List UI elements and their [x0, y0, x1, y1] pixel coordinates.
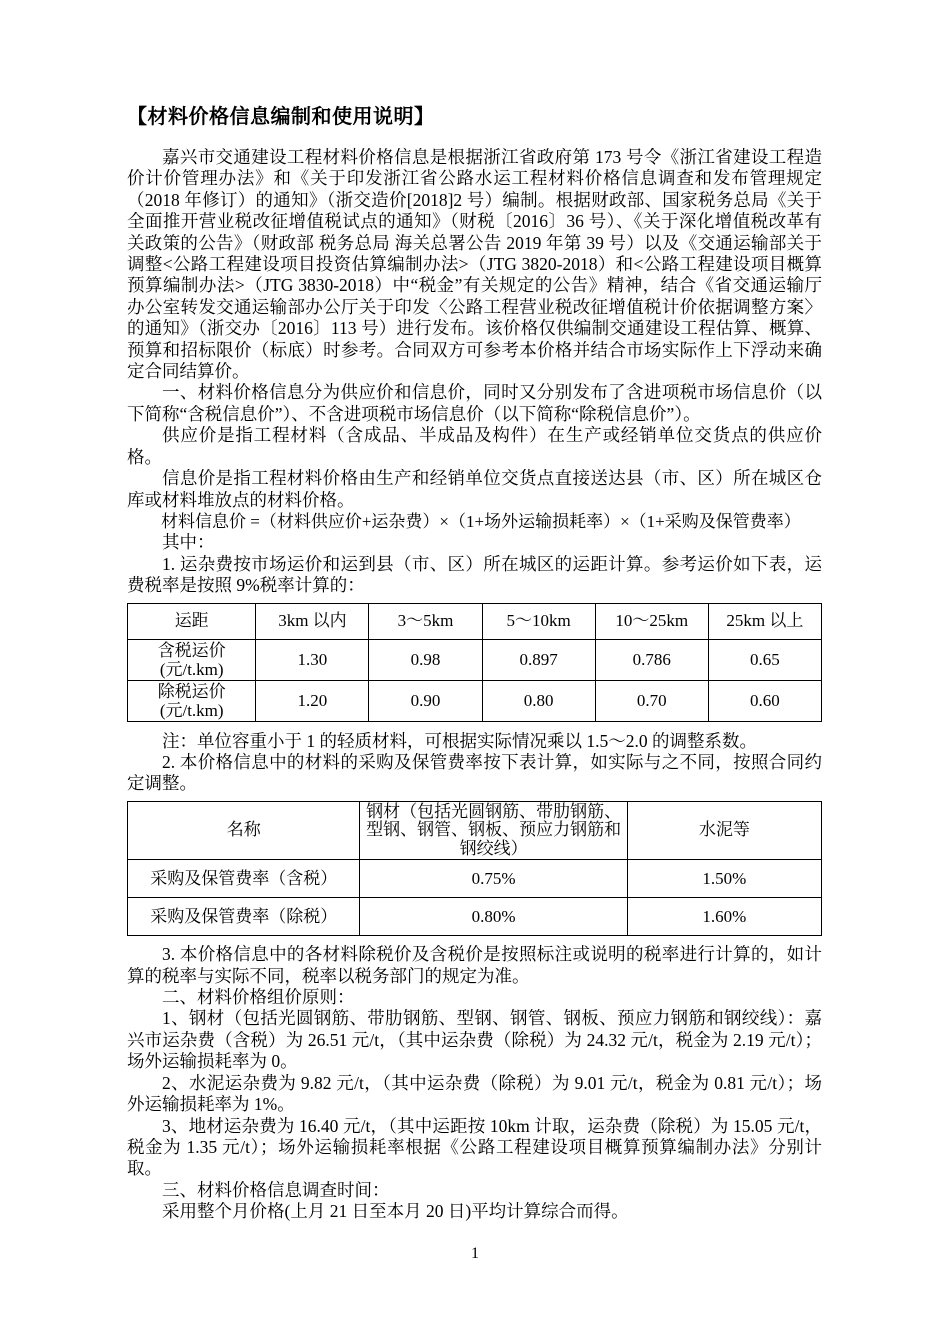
row-label-unit: (元/t.km) [159, 659, 224, 679]
freight-value: 0.897 [482, 639, 595, 680]
freight-value: 1.20 [256, 680, 369, 721]
document-content [127, 104, 822, 1223]
freight-table-row-taxed [128, 639, 822, 680]
fee-header-name: 名称 [128, 801, 360, 860]
procurement-fee-table [127, 801, 822, 937]
freight-value: 0.70 [595, 680, 708, 721]
freight-table-header-row [128, 603, 822, 639]
freight-value: 0.65 [708, 639, 821, 680]
freight-header-distance: 运距 [128, 603, 256, 639]
fee-value: 0.80% [360, 898, 627, 936]
freight-header-band3: 5～10km [482, 603, 595, 639]
freight-header-band5: 25km 以上 [708, 603, 821, 639]
fee-header-steel: 钢材（包括光圆钢筋、带肋钢筋、型钢、钢管、钢板、预应力钢筋和钢绞线） [360, 801, 627, 860]
fee-value: 0.75% [360, 860, 627, 898]
fee-row-label: 采购及保管费率（除税） [128, 898, 360, 936]
section1-paragraph: 一、材料价格信息分为供应价和信息价，同时又分别发布了含进项税市场信息价（以下简称“含税信息价”）、不含进项税市场信息价（以下简称“除税信息价”）。 [127, 382, 822, 424]
row-label-text: 含税运价 [157, 640, 226, 660]
freight-value: 0.60 [708, 680, 821, 721]
freight-table-row-untaxed [128, 680, 822, 721]
section2-item1: 1、钢材（包括光圆钢筋、带肋钢筋、型钢、钢管、钢板、预应力钢筋和钢绞线）：嘉兴市运杂费（含税）为 26.51 元/t，（其中运杂费（除税）为 24.32 元/t，税金为 2.19 元/t）；场外运输损耗率为 0。 [127, 1008, 822, 1072]
price-formula: 材料信息价 =（材料供应价+运杂费）×（1+场外运输损耗率）×（1+采购及保管费率） [161, 511, 801, 531]
fee-header-cement: 水泥等 [627, 801, 821, 860]
fee-rule-paragraph: 2. 本价格信息中的材料的采购及保管费率按下表计算，如实际与之不同，按照合同约定调整。 [127, 751, 822, 794]
fee-table-row-untaxed [128, 898, 822, 936]
row-label-text: 除税运价 [157, 681, 226, 701]
supply-price-paragraph: 供应价是指工程材料（含成品、半成品及构件）在生产或经销单位交货点的供应价格。 [127, 425, 822, 467]
page-number: 1 [471, 1245, 479, 1262]
document-title: 【材料价格信息编制和使用说明】 [127, 106, 435, 128]
intro-paragraph: 嘉兴市交通建设工程材料价格信息是根据浙江省政府第 173 号令《浙江省建设工程造价计价管理办法》和《关于印发浙江省公路水运工程材料价格信息调查和发布管理规定（2018 年修订）的通知》（浙交造价[2018]2 号）编制。根据财政部、国家税务总局《关于全面推开营业税改征增值税试点的通知》（财税〔2016〕36 号）、《关于深化增值税改革有关政策的公告》（财政部 税务总局 海关总署公告 2019 年第 39 号）以及《交通运输部关于调整<公路工程建设项目投资估算编制办法>（JTG 3820-2018）和<公路工程建设项目概算预算编制办法>（JTG 3830-2018）中“税金”有关规定的公告》精神，结合《省交通运输厅办公室转发交通运输部办公厅关于印发〈公路工程营业税改征增值税计价依据调整方案〉的通知》（浙交办〔2016〕113 号）进行发布。该价格仅供编制交通建设工程估算、概算、预算和招标限价（标底）时参考。合同双方可参考本价格并结合市场实际作上下浮动来确定合同结算价。 [127, 147, 822, 382]
fee-value: 1.50% [627, 860, 821, 898]
freight-value: 0.98 [369, 639, 482, 680]
section3-heading: 三、材料价格信息调查时间： [162, 1179, 390, 1200]
freight-rule-paragraph: 1. 运杂费按市场运价和运到县（市、区）所在城区的运距计算。参考运价如下表，运费税率是按照 9%税率计算的： [127, 553, 822, 596]
section2-item3: 3、地材运杂费为 16.40 元/t，（其中运距按 10km 计取，运杂费（除税）为 15.05 元/t，税金为 1.35 元/t）；场外运输损耗率根据《公路工程建设项目概算预算编制办法》分别计取。 [127, 1115, 822, 1179]
section3-text: 采用整个月价格(上月 21 日至本月 20 日)平均计算综合而得。 [162, 1201, 629, 1222]
freight-value: 0.90 [369, 680, 482, 721]
freight-value: 1.30 [256, 639, 369, 680]
fee-table-header-row [128, 801, 822, 860]
freight-value: 0.80 [482, 680, 595, 721]
section2-item2: 2、水泥运杂费为 9.82 元/t，（其中运杂费（除税）为 9.01 元/t，税金为 0.81 元/t）；场外运输损耗率为 1%。 [127, 1072, 822, 1115]
section2-heading: 二、材料价格组价原则： [162, 987, 355, 1008]
info-price-paragraph: 信息价是指工程材料价格由生产和经销单位交货点直接送达县（市、区）所在城区仓库或材料堆放点的材料价格。 [127, 468, 822, 510]
fee-value: 1.60% [627, 898, 821, 936]
fee-table-row-taxed [128, 860, 822, 898]
among-label: 其中： [162, 532, 215, 553]
freight-rate-table [127, 603, 822, 722]
freight-header-band4: 10～25km [595, 603, 708, 639]
freight-row-label [128, 680, 256, 721]
freight-value: 0.786 [595, 639, 708, 680]
tax-rule-paragraph: 3. 本价格信息中的各材料除税价及含税价是按照标注或说明的税率进行计算的，如计算的税率与实际不同，税率以税务部门的规定为准。 [127, 944, 822, 986]
table-note: 注：单位容重小于 1 的轻质材料，可根据实际情况乘以 1.5～2.0 的调整系数。 [162, 730, 757, 751]
freight-header-band2: 3～5km [369, 603, 482, 639]
freight-header-band1: 3km 以内 [256, 603, 369, 639]
row-label-unit: (元/t.km) [159, 700, 224, 720]
fee-row-label: 采购及保管费率（含税） [128, 860, 360, 898]
freight-row-label [128, 639, 256, 680]
